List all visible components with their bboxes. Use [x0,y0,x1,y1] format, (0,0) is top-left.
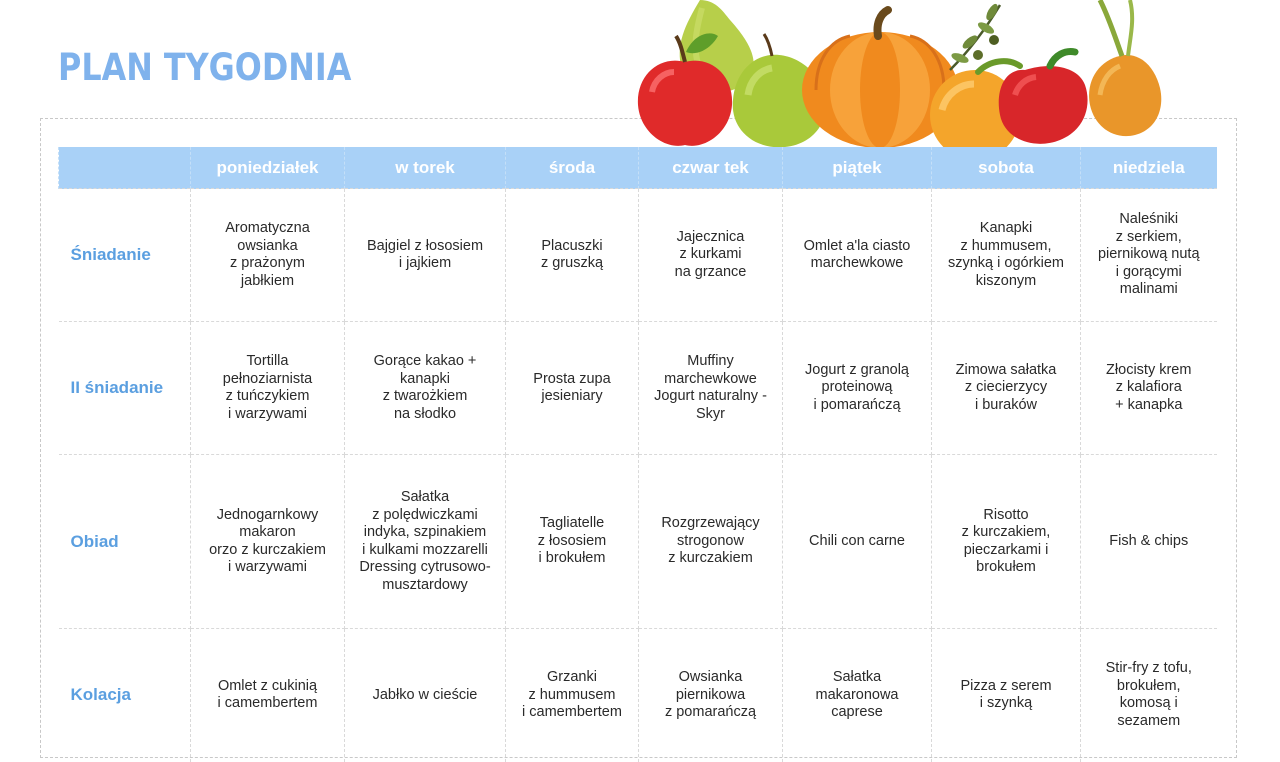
meal-cell: Rozgrzewający strogonow z kurczakiem [661,515,760,567]
meal-cell: Sałatka makaronowa caprese [815,669,899,720]
fruit-illustration [630,0,1170,150]
header-row [59,147,1217,189]
meal-cell: Prosta zupa jesieniary [533,370,611,404]
meal-cell: Zimowa sałatka z ciecierzycy i buraków [955,361,1057,413]
meal-cell: Kanapki z hummusem, szynką i ogórkiem kiszonym [947,220,1065,289]
page-title: PLAN TYGODNIA [58,46,352,89]
meal-cell: Bajgiel z łososiem i jajkiem [366,237,484,271]
meal-cell: Omlet z cukinią i camembertem [217,677,318,712]
meal-cell: Sałatka z polędwiczkami indyka, szpinakiem i kulkami mozzarelli Dressing cytrusowo- musztardowy [359,489,491,593]
meal-cell: Złocisty krem z kalafiora + kanapka [1106,361,1192,413]
meal-cell: Owsianka piernikowa z pomarańczą [664,669,757,720]
meal-row-breakfast [59,189,1217,322]
meal-label: Obiad [59,455,191,629]
meal-cell: Risotto z kurczakiem, pieczarkami i brokułem [961,506,1051,575]
day-header-saturday: sobota [932,147,1081,189]
meal-cell: Stir-fry z tofu, brokułem, komosą i sezamem [1105,660,1192,729]
meal-cell: Chili con carne [809,532,905,549]
meal-cell: Fish & chips [1109,532,1189,549]
weekly-plan-table [58,147,1217,762]
header-corner [59,147,191,189]
day-header-sunday: niedziela [1081,147,1217,189]
meal-row-second-breakfast [59,322,1217,455]
meal-cell: Naleśniki z serkiem, piernikową nutą i gorącymi malinami [1097,211,1200,298]
meal-cell: Jabłko w cieście [372,686,478,703]
meal-cell: Jajecznica z kurkami na grzance [674,228,747,280]
meal-cell: Grzanki z hummusem i camembertem [522,669,622,720]
meal-cell: Placuszki z gruszką [540,237,604,271]
day-header-tuesday: w torek [345,147,506,189]
meal-row-lunch [59,455,1217,629]
day-header-friday: piątek [783,147,932,189]
meal-cell: Tagliatelle z łososiem i brokułem [537,515,607,567]
day-header-monday: poniedziałek [191,147,345,189]
meal-cell: Gorące kakao + kanapki z twarożkiem na słodko [373,353,477,422]
meal-cell: Omlet a'la ciasto marchewkowe [803,237,911,271]
day-header-thursday: czwar tek [639,147,783,189]
day-header-wednesday: środa [506,147,639,189]
meal-cell: Tortilla pełnoziarnista z tuńczykiem i warzywami [222,353,313,422]
onion-icon [1089,0,1161,136]
meal-label: II śniadanie [59,322,191,455]
meal-label: Śniadanie [59,189,191,322]
meal-cell: Aromatyczna owsianka z prażonym jabłkiem [225,220,310,289]
meal-cell: Muffiny marchewkowe Jogurt naturalny - Skyr [654,353,767,422]
meal-cell: Pizza z serem i szynką [960,677,1052,712]
meal-cell: Jednogarnkowy makaron orzo z kurczakiem i warzywami [209,506,326,575]
meal-cell: Jogurt z granolą proteinową i pomarańczą [805,361,909,413]
meal-row-dinner [59,629,1217,762]
meal-label: Kolacja [59,629,191,762]
